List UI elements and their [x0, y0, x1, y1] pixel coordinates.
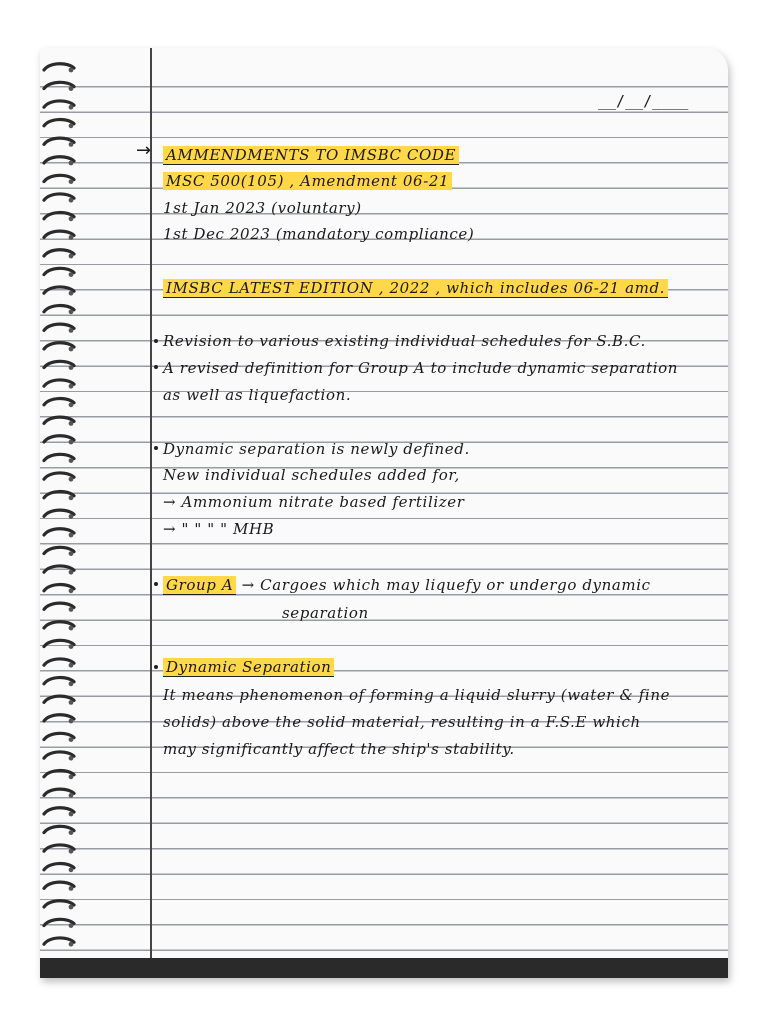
binding-hole: [69, 291, 74, 296]
date-dec: 1st Dec 2023 (mandatory compliance): [163, 225, 475, 243]
binding-hole: [69, 737, 74, 742]
heading-text: AMMENDMENTS TO IMSBC CODE: [163, 146, 459, 165]
new-schedules-line: New individual schedules added for,: [163, 466, 460, 484]
binding-hole: [69, 198, 74, 203]
msc-reference-text: MSC 500(105) , Amendment 06-21: [163, 172, 452, 190]
binding-hole: [69, 216, 74, 221]
binding-hole: [69, 849, 74, 854]
binding-hole: [69, 477, 74, 482]
binding-hole: [69, 272, 74, 277]
binding-hole: [69, 626, 74, 631]
margin-line: [150, 48, 152, 958]
revision-line-2: A revised definition for Group A to include dynamic separation: [163, 359, 678, 377]
group-a-term: Group A: [163, 576, 236, 595]
bullet-icon: [154, 582, 158, 586]
binding-hole: [69, 86, 74, 91]
binding-hole: [69, 533, 74, 538]
definition-line-2: solids) above the solid material, resulting in a F.S.E which: [163, 713, 641, 731]
binding-hole: [69, 923, 74, 928]
binding-hole: [69, 328, 74, 333]
bullet-icon: [154, 446, 158, 450]
binding-hole: [69, 458, 74, 463]
schedule-1: → Ammonium nitrate based fertilizer: [163, 493, 465, 511]
schedule-2: → " " " " MHB: [163, 520, 275, 538]
binding-hole: [69, 105, 74, 110]
binding-hole: [69, 551, 74, 556]
binding-hole: [69, 179, 74, 184]
bullet-icon: [154, 339, 158, 343]
group-a-line: [163, 576, 651, 594]
revision-line-1: Revision to various existing individual schedules for S.B.C.: [163, 332, 646, 350]
definition-line-3: may significantly affect the ship's stability.: [163, 740, 515, 758]
dynamic-newly-defined: Dynamic separation is newly defined.: [163, 440, 470, 458]
spiral-binding: [40, 60, 80, 960]
binding-hole: [69, 365, 74, 370]
binding-hole: [69, 700, 74, 705]
binding-hole: [69, 756, 74, 761]
binding-hole: [69, 68, 74, 73]
binding-hole: [69, 254, 74, 259]
date-jan: 1st Jan 2023 (voluntary): [163, 199, 362, 217]
binding-hole: [69, 421, 74, 426]
definition-line-1: It means phenomenon of forming a liquid slurry (water & fine: [163, 686, 671, 704]
arrow-icon: →: [136, 140, 152, 161]
group-a-definition: → Cargoes which may liquefy or undergo dynamic: [241, 576, 651, 594]
binding-hole: [69, 347, 74, 352]
binding-hole: [69, 570, 74, 575]
binding-hole: [69, 867, 74, 872]
binding-hole: [69, 588, 74, 593]
dynamic-separation-heading: [163, 658, 334, 676]
date-field: __/__/____: [598, 92, 689, 110]
binding-hole: [69, 830, 74, 835]
binding-hole: [69, 886, 74, 891]
msc-reference: [163, 172, 452, 190]
binding-hole: [69, 384, 74, 389]
page-bottom-edge: [40, 958, 728, 978]
binding-hole: [69, 774, 74, 779]
group-a-definition-cont: separation: [282, 604, 369, 622]
revision-line-3: as well as liquefaction.: [163, 386, 352, 404]
heading-amendments: [163, 146, 459, 164]
binding-hole: [69, 793, 74, 798]
binding-hole: [69, 235, 74, 240]
binding-hole: [69, 309, 74, 314]
edition-line: [163, 279, 668, 297]
binding-hole: [69, 402, 74, 407]
binding-hole: [69, 123, 74, 128]
bullet-icon: [154, 365, 158, 369]
binding-hole: [69, 663, 74, 668]
edition-text: IMSBC LATEST EDITION , 2022 , which includes 06-21 amd.: [163, 279, 668, 298]
binding-hole: [69, 514, 74, 519]
binding-hole: [69, 142, 74, 147]
binding-hole: [69, 942, 74, 947]
binding-hole: [69, 644, 74, 649]
binding-hole: [69, 440, 74, 445]
binding-hole: [69, 905, 74, 910]
binding-hole: [69, 681, 74, 686]
dynamic-separation-heading-text: Dynamic Separation: [163, 658, 334, 677]
binding-hole: [69, 607, 74, 612]
binding-hole: [69, 719, 74, 724]
binding-hole: [69, 161, 74, 166]
bullet-icon: [154, 665, 158, 669]
binding-hole: [69, 495, 74, 500]
binding-hole: [69, 812, 74, 817]
